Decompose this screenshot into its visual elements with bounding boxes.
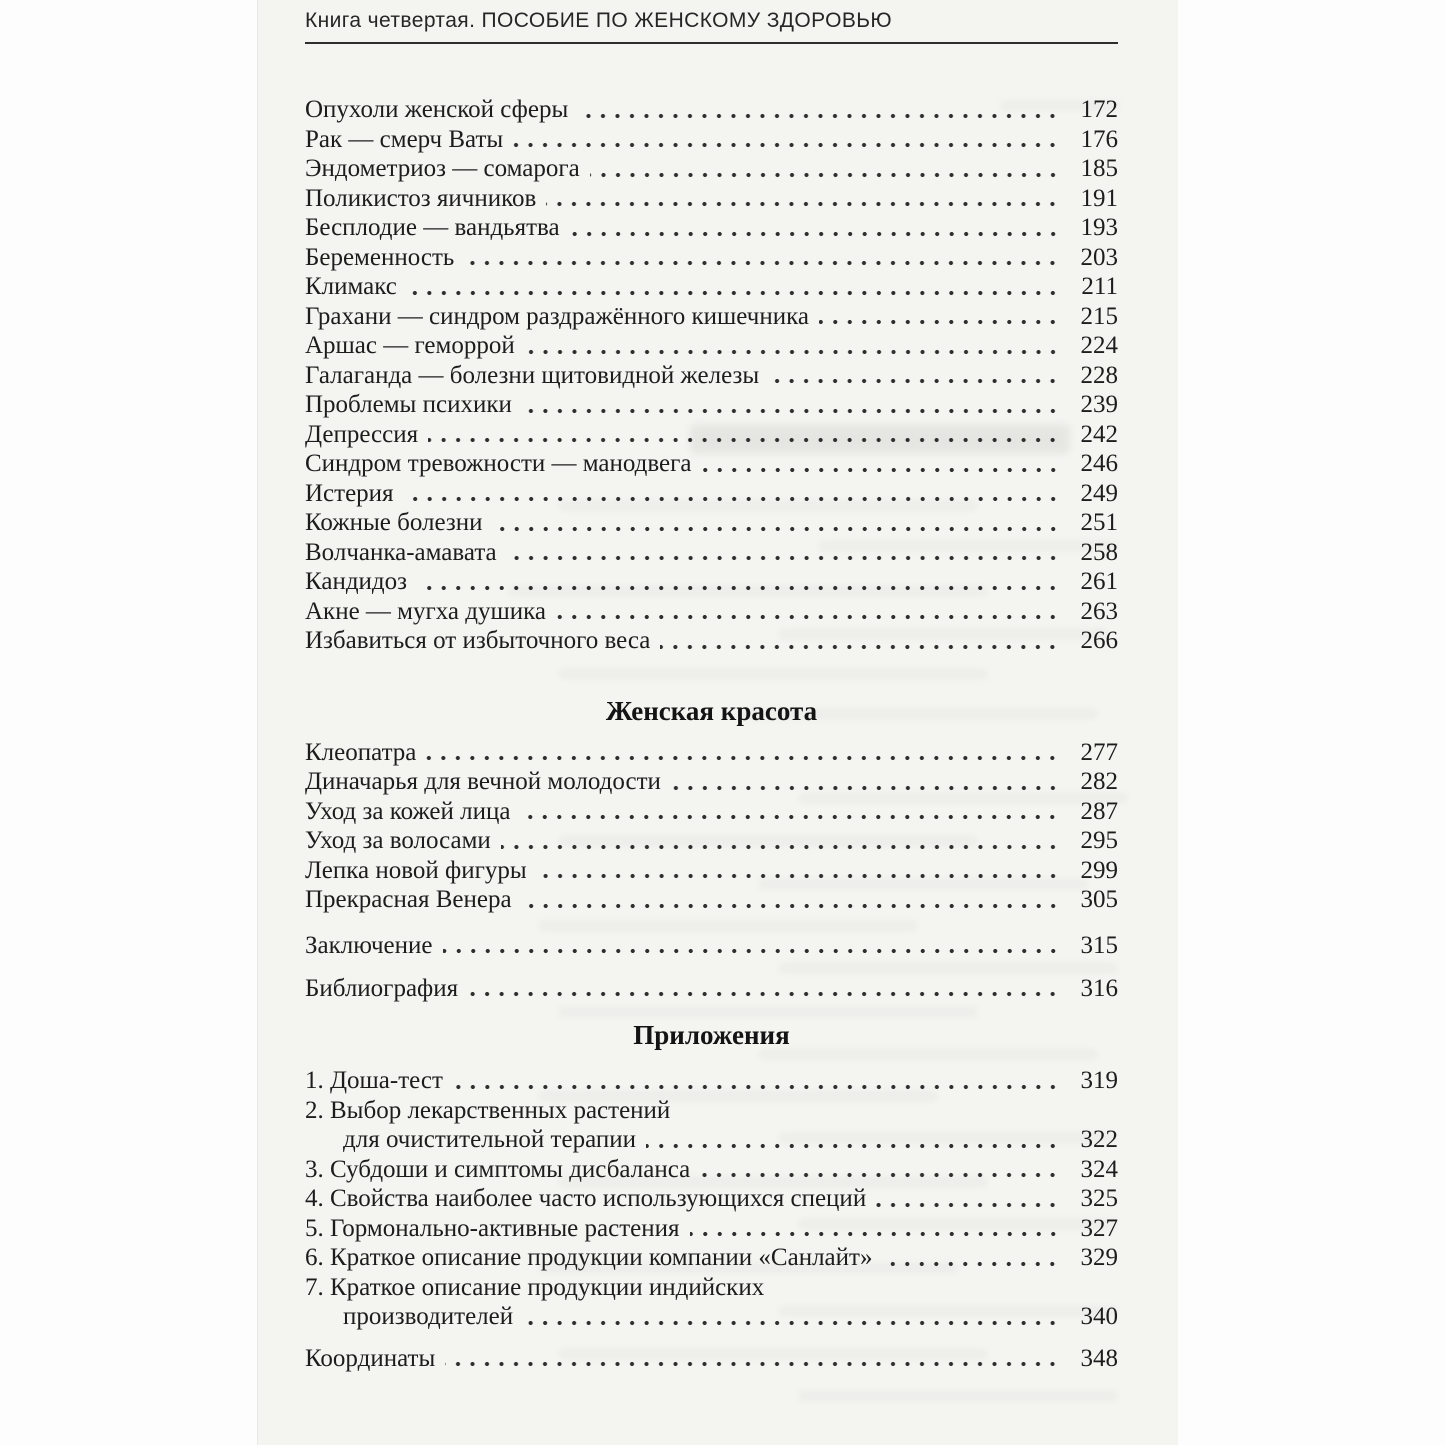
- toc-section-closing: [305, 931, 1118, 1004]
- entry-page-number: 193: [1080, 214, 1118, 241]
- entry-page-number: 266: [1080, 627, 1118, 654]
- toc-section-appendix: [305, 1020, 1118, 1332]
- entry-title: Диначарья для вечной молодости: [305, 768, 661, 795]
- dot-leader: [537, 872, 1060, 880]
- entry-title: Лепка новой фигуры: [305, 856, 527, 884]
- dot-leader: [417, 584, 1060, 592]
- toc-section-beauty: [305, 696, 1118, 915]
- toc-entry-line: [305, 1302, 1118, 1332]
- dot-leader: [570, 230, 1060, 238]
- entry-page-number: 185: [1080, 155, 1118, 182]
- dot-leader: [407, 289, 1060, 297]
- toc-entry-line: [305, 243, 1118, 273]
- toc-entry-line: [305, 213, 1118, 243]
- entry-title: Поликистоз яичников: [305, 184, 537, 212]
- entry-title: 3. Субдоши и симптомы дисбаланса: [305, 1155, 691, 1183]
- entry-title: 1. Доша-тест: [305, 1067, 443, 1094]
- entry-title: Климакс: [305, 273, 397, 300]
- entry-page-number: 324: [1080, 1155, 1118, 1183]
- entry-page-number: 251: [1080, 509, 1118, 536]
- toc-entry: [305, 1273, 1118, 1332]
- entry-title: Беременность: [305, 243, 455, 271]
- dot-leader: [522, 407, 1060, 415]
- toc-entry: [305, 826, 1118, 856]
- toc-entry: [305, 885, 1118, 915]
- dot-leader: [443, 947, 1061, 955]
- toc-entry: [305, 1243, 1118, 1273]
- dot-leader: [525, 348, 1060, 356]
- toc-entry-line: [305, 885, 1118, 915]
- dot-leader: [507, 554, 1060, 562]
- entry-page-number: 176: [1080, 125, 1118, 153]
- entry-title: Прекрасная Венера: [305, 886, 512, 913]
- dot-leader: [428, 436, 1060, 444]
- entry-page-number: 325: [1080, 1185, 1118, 1212]
- toc-entry: [305, 479, 1118, 509]
- entry-title: Координаты: [305, 1344, 436, 1372]
- toc-entry: [305, 856, 1118, 886]
- toc-entry-line: [305, 974, 1118, 1004]
- entry-title: 5. Гормонально-активные растения: [305, 1214, 680, 1242]
- entry-page-number: 295: [1080, 827, 1118, 854]
- dot-leader: [522, 902, 1060, 910]
- entry-page-number: 282: [1080, 768, 1118, 795]
- entry-title: Кожные болезни: [305, 509, 483, 536]
- toc-entry-line: [305, 626, 1118, 656]
- entry-title: 7. Краткое описание продукции индийских: [305, 1273, 765, 1301]
- entry-page-number: 340: [1080, 1303, 1118, 1330]
- toc-entry: [305, 767, 1118, 797]
- entry-page-number: 246: [1080, 450, 1118, 477]
- toc-entry: [305, 974, 1118, 1004]
- dot-leader: [520, 813, 1060, 821]
- toc-entry-line: [305, 1184, 1118, 1214]
- entry-title: Грахани — синдром раздражённого кишечника: [305, 302, 809, 330]
- dot-leader: [404, 495, 1060, 503]
- dot-leader: [546, 200, 1060, 208]
- toc-entry: [305, 508, 1118, 538]
- entry-page-number: 305: [1080, 886, 1118, 913]
- toc-entry: [305, 1096, 1118, 1155]
- entry-title: Истерия: [305, 479, 394, 507]
- running-header: Книга четвертая. ПОСОБИЕ ПО ЖЕНСКОМУ ЗДОРОВЬЮ: [305, 9, 893, 32]
- entry-page-number: 215: [1080, 302, 1118, 330]
- dot-leader: [464, 259, 1060, 267]
- toc-entry: [305, 213, 1118, 243]
- dot-leader: [426, 754, 1060, 762]
- dot-leader: [702, 466, 1061, 474]
- entry-title: Рак — смерч Ваты: [305, 125, 504, 153]
- entry-title: Кандидоз: [305, 568, 408, 595]
- toc-entry-line: [305, 1125, 1118, 1155]
- toc-section-coordinates: [305, 1344, 1118, 1374]
- entry-page-number: 228: [1080, 361, 1118, 389]
- entry-title: Волчанка-амавата: [305, 538, 497, 566]
- entry-title: Аршас — геморрой: [305, 332, 515, 359]
- toc: [305, 95, 1118, 1373]
- entry-page-number: 258: [1080, 538, 1118, 566]
- toc-entry: [305, 184, 1118, 214]
- dot-leader: [493, 525, 1060, 533]
- toc-entry-line: [305, 931, 1118, 961]
- entry-title: Клеопатра: [305, 738, 417, 766]
- toc-entry-line: [305, 1096, 1118, 1126]
- toc-entry: [305, 797, 1118, 827]
- entry-title: для очистительной терапии: [343, 1126, 636, 1153]
- toc-entry-line: [305, 1155, 1118, 1185]
- dot-leader: [501, 843, 1060, 851]
- dot-leader: [671, 784, 1060, 792]
- entry-title: Галаганда — болезни щитовидной железы: [305, 361, 760, 389]
- entry-title: Синдром тревожности — манодвега: [305, 450, 692, 477]
- toc-entry: [305, 567, 1118, 597]
- dot-leader: [876, 1201, 1060, 1209]
- dot-leader: [578, 112, 1060, 120]
- toc-entry-line: [305, 302, 1118, 332]
- toc-entry-line: [305, 420, 1118, 450]
- dot-leader: [590, 171, 1060, 179]
- entry-page-number: 261: [1080, 568, 1118, 595]
- entry-page-number: 203: [1080, 243, 1118, 271]
- entry-page-number: 316: [1080, 974, 1118, 1002]
- toc-entry-line: [305, 856, 1118, 886]
- toc-entry-line: [305, 449, 1118, 479]
- toc-entry: [305, 1344, 1118, 1374]
- toc-entry-line: [305, 331, 1118, 361]
- entry-page-number: 315: [1080, 931, 1118, 959]
- toc-entry-line: [305, 272, 1118, 302]
- toc-entry-line: [305, 390, 1118, 420]
- dot-leader: [556, 613, 1060, 621]
- toc-entry-line: [305, 797, 1118, 827]
- entry-page-number: 211: [1081, 273, 1118, 300]
- entry-page-number: 172: [1080, 96, 1118, 123]
- entry-title: Избавиться от избыточного веса: [305, 627, 651, 654]
- toc-entry: [305, 243, 1118, 273]
- toc-entry: [305, 420, 1118, 450]
- toc-entry: [305, 272, 1118, 302]
- entry-title: 6. Краткое описание продукции компании «Санлайт»: [305, 1244, 873, 1271]
- toc-entry-line: [305, 1214, 1118, 1244]
- entry-page-number: 287: [1080, 797, 1118, 825]
- entry-page-number: 299: [1080, 856, 1118, 884]
- dot-leader: [819, 318, 1060, 326]
- toc-entry: [305, 154, 1118, 184]
- entry-title: Проблемы психики: [305, 391, 512, 418]
- toc-entry-line: [305, 597, 1118, 627]
- entry-page-number: 242: [1080, 420, 1118, 448]
- entry-title: Эндометриоз — сомарога: [305, 155, 580, 182]
- toc-entry-line: [305, 826, 1118, 856]
- toc-section-main: [305, 95, 1118, 656]
- toc-entry: [305, 931, 1118, 961]
- entry-title: Депрессия: [305, 420, 419, 448]
- toc-entry: [305, 390, 1118, 420]
- toc-entry-line: [305, 567, 1118, 597]
- toc-entry-line: [305, 479, 1118, 509]
- entry-title: Бесплодие — вандьятва: [305, 214, 560, 241]
- toc-entry-line: [305, 538, 1118, 568]
- entry-page-number: 348: [1080, 1344, 1118, 1372]
- toc-entry-line: [305, 738, 1118, 768]
- entry-page-number: 249: [1080, 479, 1118, 507]
- entry-page-number: 319: [1080, 1067, 1118, 1094]
- entry-title: Уход за кожей лица: [305, 797, 511, 825]
- toc-entry: [305, 538, 1118, 568]
- dot-leader: [513, 141, 1060, 149]
- toc-entry-line: [305, 1273, 1118, 1303]
- toc-entry: [305, 1066, 1118, 1096]
- entry-page-number: 329: [1080, 1244, 1118, 1271]
- toc-entry-line: [305, 1344, 1118, 1374]
- entry-title: Библиография: [305, 974, 459, 1002]
- toc-entry-line: [305, 1243, 1118, 1273]
- section-heading: Приложения: [633, 1020, 790, 1050]
- toc-entry-line: [305, 361, 1118, 391]
- toc-entry: [305, 738, 1118, 768]
- entry-page-number: 224: [1080, 332, 1118, 359]
- toc-entry: [305, 1155, 1118, 1185]
- toc-entry-line: [305, 125, 1118, 155]
- toc-entry: [305, 95, 1118, 125]
- dot-leader: [453, 1083, 1060, 1091]
- entry-page-number: 191: [1080, 184, 1118, 212]
- entry-title: Опухоли женской сферы: [305, 96, 569, 123]
- dot-leader: [700, 1171, 1060, 1179]
- toc-entry: [305, 331, 1118, 361]
- section-heading: Женская красота: [605, 695, 818, 726]
- toc-entry: [305, 1184, 1118, 1214]
- toc-entry-line: [305, 767, 1118, 797]
- dot-leader: [445, 1360, 1060, 1368]
- entry-title: Акне — мугха душика: [305, 597, 546, 625]
- toc-entry: [305, 302, 1118, 332]
- entry-page-number: 263: [1080, 597, 1118, 625]
- entry-title: 4. Свойства наиболее часто использующихся специй: [305, 1185, 867, 1212]
- toc-entry: [305, 449, 1118, 479]
- dot-leader: [468, 990, 1060, 998]
- toc-entry-line: [305, 154, 1118, 184]
- entry-page-number: 322: [1080, 1126, 1118, 1153]
- toc-entry: [305, 361, 1118, 391]
- toc-entry: [305, 1214, 1118, 1244]
- toc-entry-line: [305, 95, 1118, 125]
- toc-entry-line: [305, 184, 1118, 214]
- toc-entry: [305, 125, 1118, 155]
- toc-entry-line: [305, 508, 1118, 538]
- dot-leader: [690, 1230, 1061, 1238]
- toc-entry-line: [305, 1066, 1118, 1096]
- entry-title: производителей: [343, 1303, 514, 1330]
- dot-leader: [882, 1260, 1060, 1268]
- dot-leader: [523, 1319, 1060, 1327]
- entry-page-number: 239: [1080, 391, 1118, 418]
- entry-page-number: 277: [1080, 738, 1118, 766]
- entry-page-number: 327: [1080, 1214, 1118, 1242]
- entry-title: Заключение: [305, 931, 433, 959]
- entry-title: 2. Выбор лекарственных растений: [305, 1096, 671, 1124]
- dot-leader: [660, 643, 1060, 651]
- toc-entry: [305, 597, 1118, 627]
- book-page: [258, 0, 1178, 1445]
- dot-leader: [769, 377, 1060, 385]
- dot-leader: [646, 1142, 1060, 1150]
- entry-title: Уход за волосами: [305, 827, 491, 854]
- toc-entry: [305, 626, 1118, 656]
- header-rule: [305, 42, 1118, 44]
